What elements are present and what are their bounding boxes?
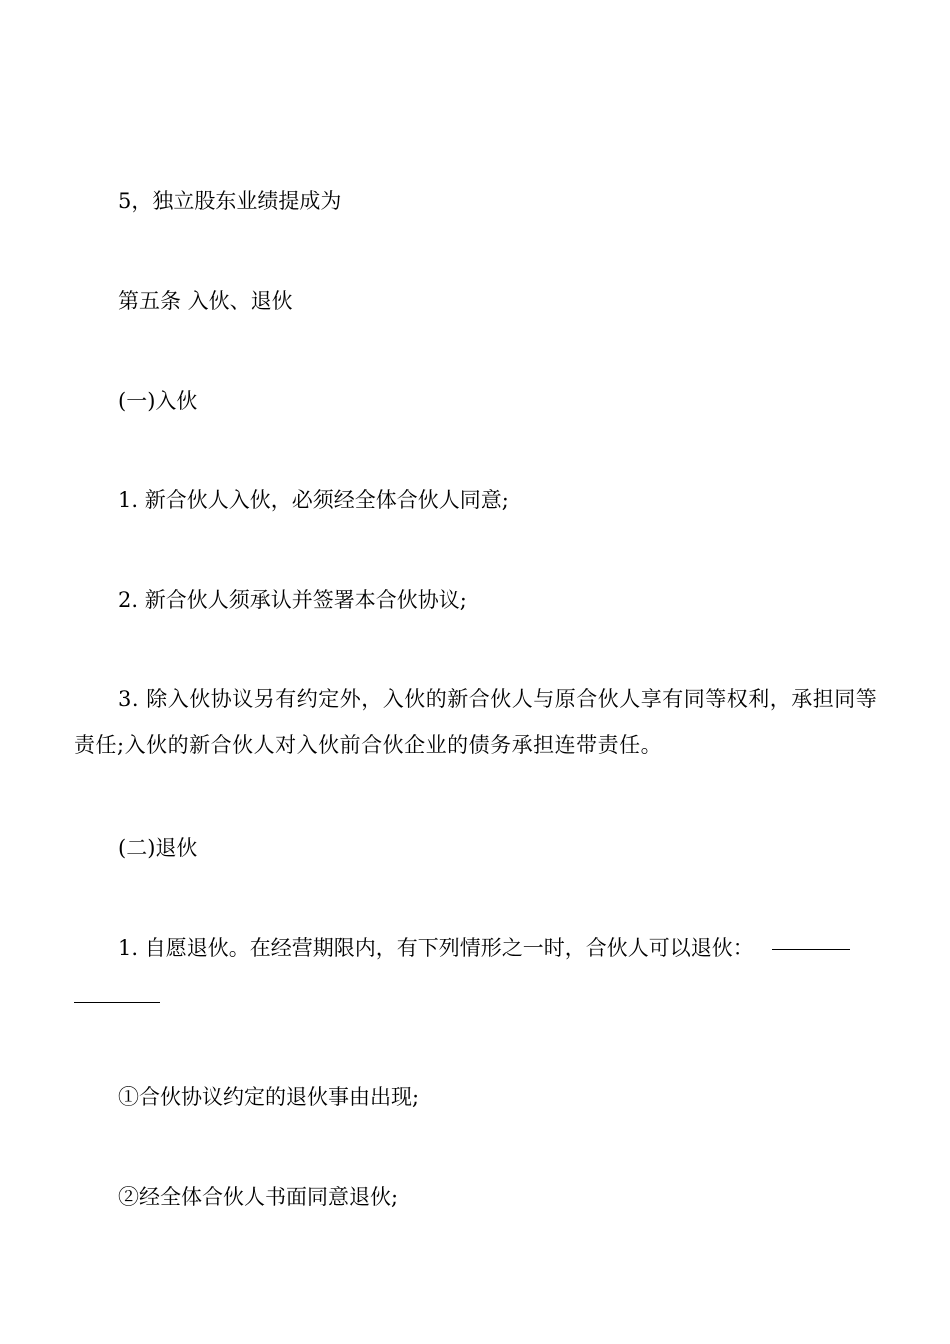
item-withdrawal-reason-1: ①合伙协议约定的退伙事由出现;: [118, 1085, 420, 1109]
clause-joining-3: 3. 除入伙协议另有约定外，入伙的新合伙人与原合伙人享有同等权利，承担同等责任;入伙的新合伙人对入伙前合伙企业的债务承担连带责任。: [74, 687, 878, 757]
heading-withdrawal: (二)退伙: [118, 836, 198, 860]
clause-joining-2: 2. 新合伙人须承认并签署本合伙协议;: [118, 588, 467, 612]
blank-line-continued: [74, 1002, 160, 1003]
clause-withdrawal-1-text: 1. 自愿退伙。在经营期限内，有下列情形之一时，合伙人可以退伙：: [118, 936, 754, 960]
heading-article-five: 第五条 入伙、退伙: [118, 289, 293, 313]
paragraph-performance-commission: 5，独立股东业绩提成为: [118, 189, 342, 213]
clause-joining-1: 1. 新合伙人入伙，必须经全体合伙人同意;: [118, 488, 509, 512]
blank-line: [772, 949, 850, 950]
clause-withdrawal-1: [74, 925, 924, 971]
heading-joining: (一)入伙: [118, 389, 198, 413]
item-withdrawal-reason-2: ②经全体合伙人书面同意退伙;: [118, 1185, 399, 1209]
